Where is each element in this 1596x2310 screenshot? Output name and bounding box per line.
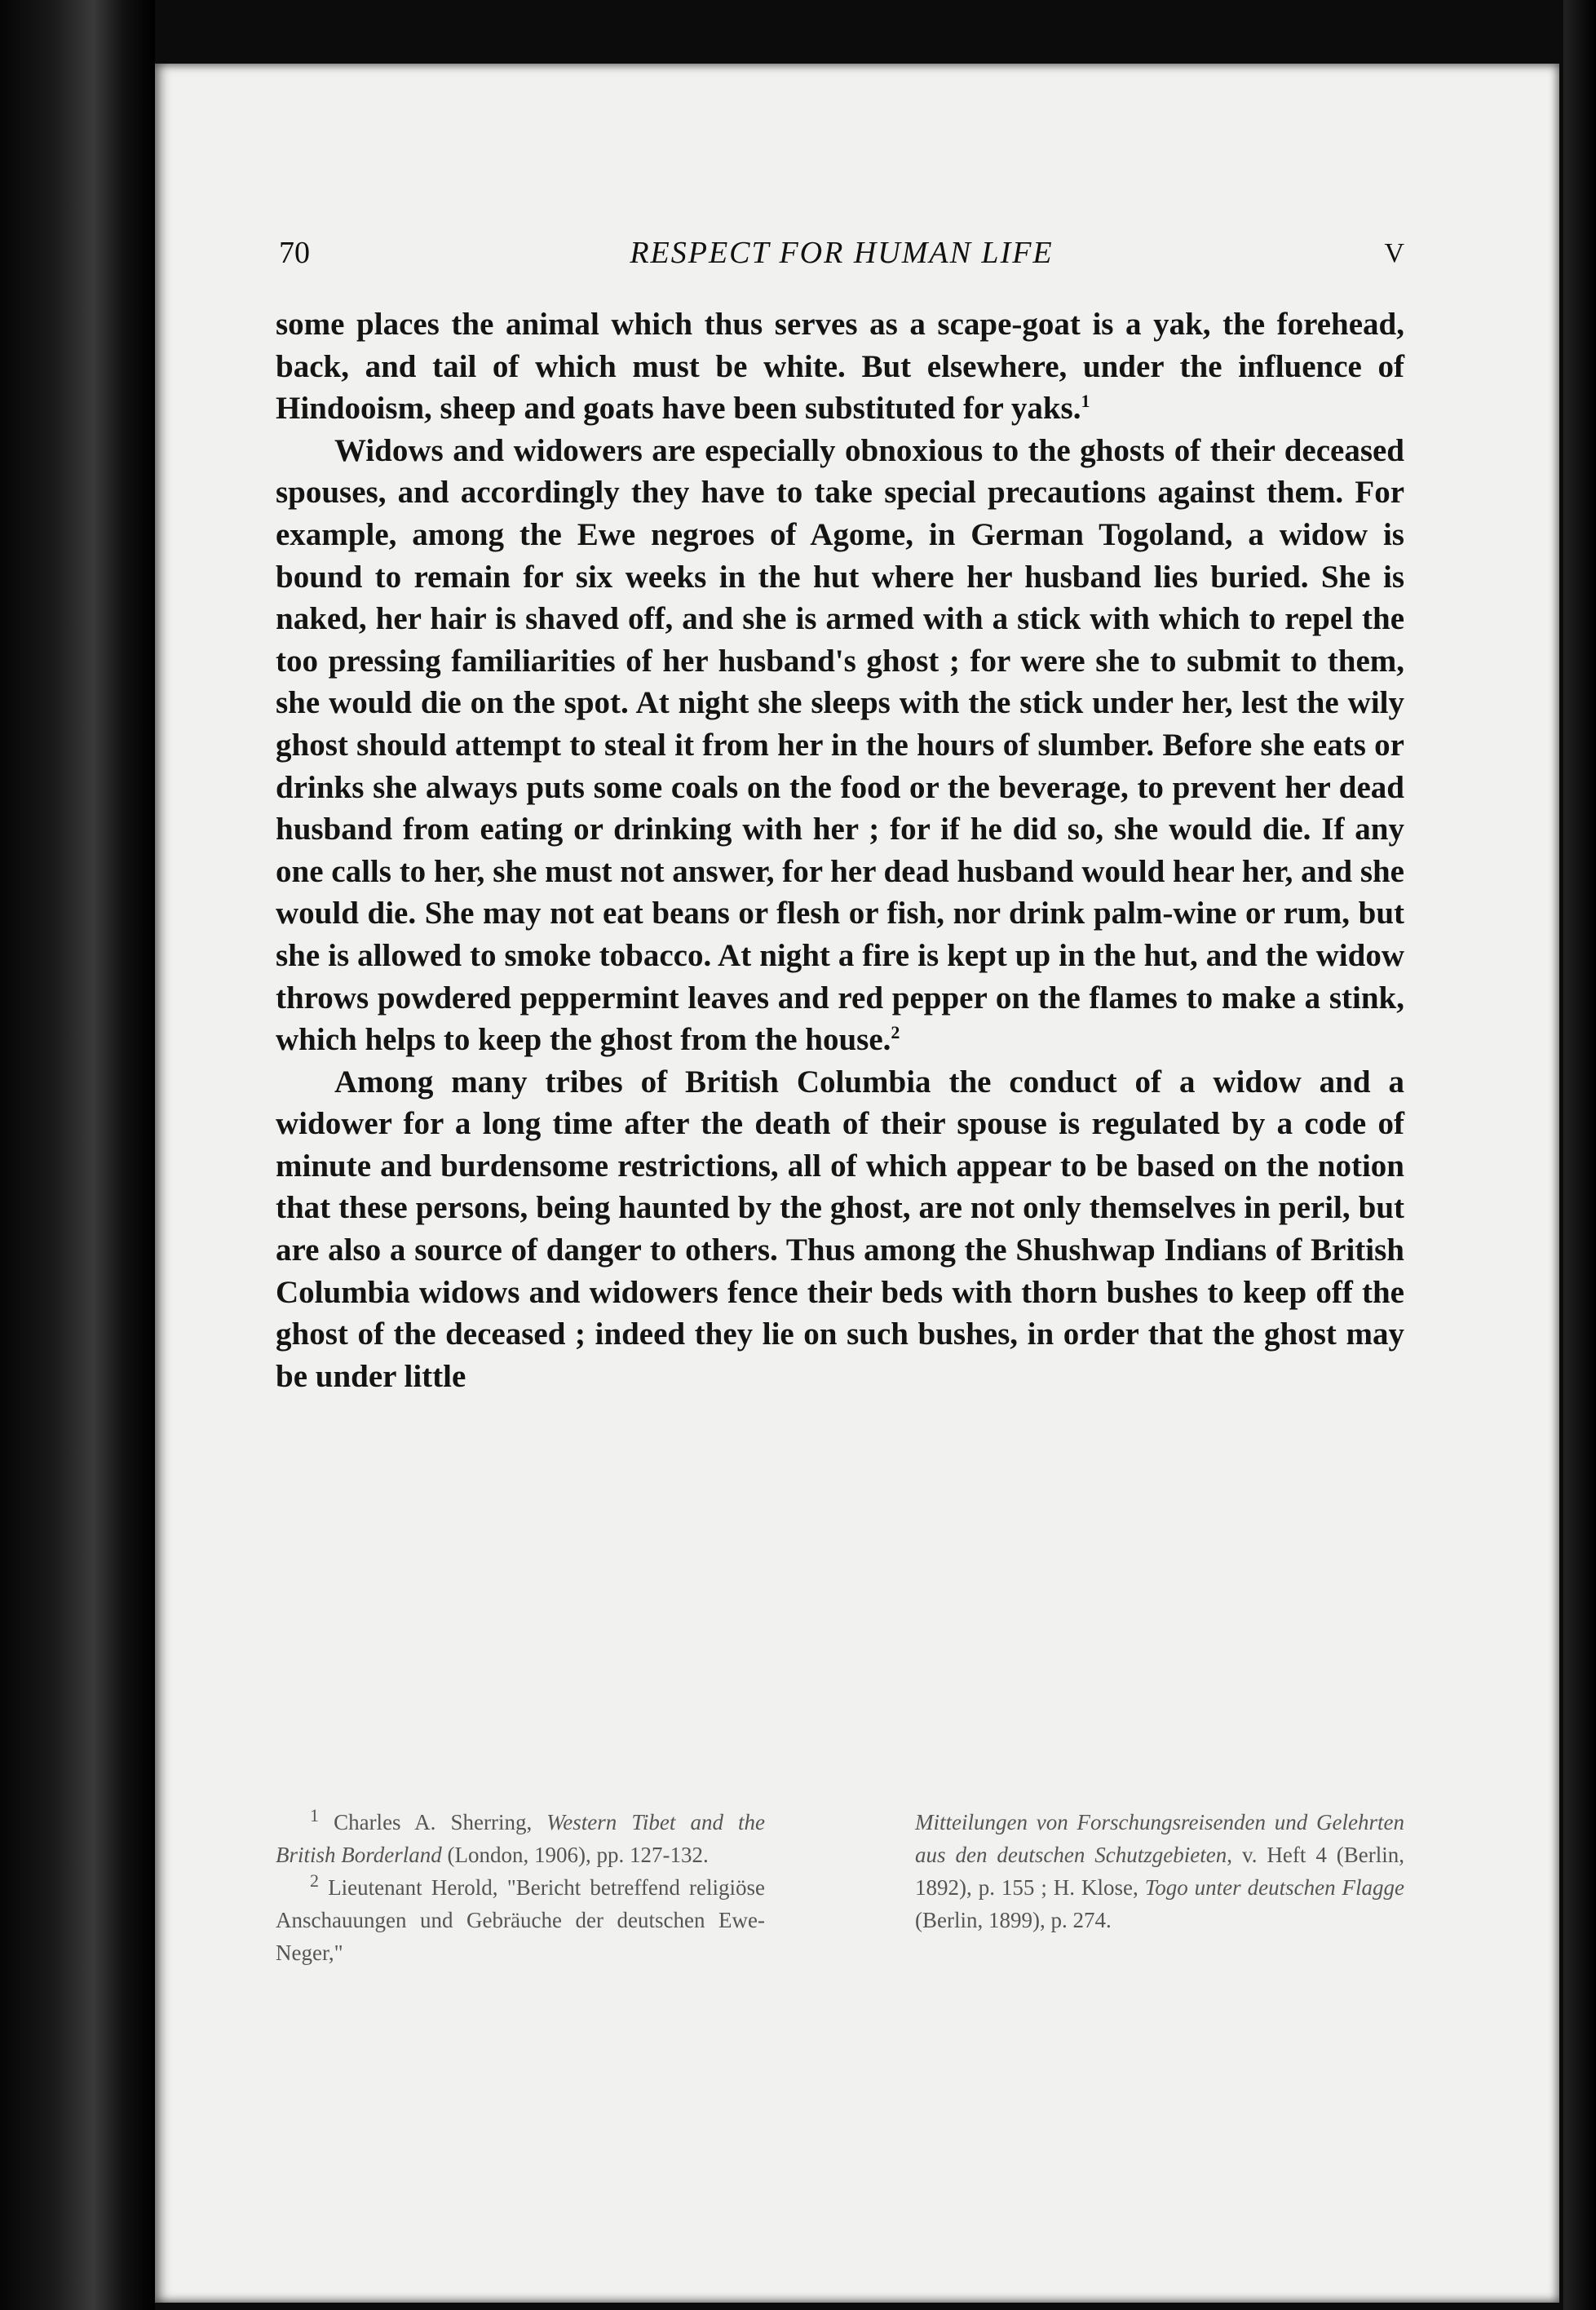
paragraph-2-text: Widows and widowers are especially obnoxious to the ghosts of their deceased spouses, and accordingly they have to take special precautions against them. For example, among the Ewe negroes of Agome, in German Togoland, a widow is bound to remain for six weeks in the hut where her husband lies buried. She is naked, her hair is shaved off, and she is armed with a stick with which to repel the too pressing familiarities of her husband's ghost ; for were she to submit to them, she would die on the spot. At night she sleeps with the stick under her, lest the wily ghost should attempt to steal it from her in the hours of slumber. Before she eats or drinks she always puts some coals on the food or the beverage, to prevent her dead husband from eating or drinking with her ; for if he did so, she would die. If any one calls to her, she must not answer, for her dead husband would hear her, and she would die. She may not eat beans or flesh or fish, nor drink palm-wine or rum, but she is allowed to smoke tobacco. At night a fire is kept up in the hut, and the widow throws powdered peppermint leaves and red pepper on the flames to make a stink, which helps to keep the ghost from the house. — [276, 432, 1404, 1058]
footnotes — [276, 1806, 1404, 1969]
footnote-2-journal: Mitteilungen von Forschungsreisenden und Gelehrten aus den deutschen Schutzgebieten — [915, 1810, 1404, 1867]
footnote-2-book-citation: (Berlin, 1899), p. 274. — [915, 1908, 1112, 1932]
footnote-column-left — [276, 1806, 765, 1969]
footnote-1-citation: (London, 1906), pp. 127-132. — [441, 1843, 709, 1867]
running-head: RESPECT FOR HUMAN LIFE — [630, 236, 1054, 270]
footnote-2-continued — [915, 1806, 1404, 1936]
footnote-2-author: Lieutenant Herold, "Bericht betreffend religiöse Anschauungen und Gebräuche der deutschen Ewe-Neger," — [276, 1875, 766, 1965]
paragraph-3 — [276, 1061, 1404, 1398]
page-number: 70 — [279, 236, 310, 270]
footnote-1-title: Western Tibet and the British Borderland — [276, 1810, 765, 1867]
footnote-2 — [276, 1871, 765, 1969]
body-text — [276, 303, 1404, 1397]
footnote-2-book-title: Togo unter deutschen Flagge — [1144, 1875, 1405, 1900]
scan-shadow-left — [0, 0, 155, 2310]
footnote-1-author: Charles A. Sherring, — [334, 1810, 547, 1834]
page-header — [279, 235, 1404, 276]
paragraph-2 — [276, 430, 1404, 1061]
footnote-1 — [276, 1806, 765, 1871]
paragraph-1-text: some places the animal which thus serves as a scape-goat is a yak, the forehead, back, and tail of which must be white. But elsewhere, under the influence of Hindooism, sheep and goats have been substituted for yaks. — [276, 307, 1404, 427]
footnote-ref-2: 2 — [891, 1022, 900, 1043]
section-number: V — [1384, 238, 1404, 268]
footnote-2-citation: , v. Heft 4 (Berlin, 1892), p. 155 ; H. Klose, — [915, 1843, 1404, 1900]
footnote-1-marker: 1 — [310, 1805, 319, 1825]
paragraph-1 — [276, 303, 1404, 430]
scan-shadow-right — [1563, 0, 1596, 2310]
paragraph-3-text: Among many tribes of British Columbia the conduct of a widow and a widower for a long time after the death of their spouse is regulated by a code of minute and burdensome restrictions, all of which appear to be based on the notion that these persons, being haunted by the ghost, are not only themselves in peril, but are also a source of danger to others. Thus among the Shushwap Indians of British Columbia widows and widowers fence their beds with thorn bushes to keep off the ghost of the deceased ; indeed they lie on such bushes, in order that the ghost may be under little — [276, 1064, 1404, 1394]
footnote-2-marker: 2 — [310, 1870, 319, 1891]
footnote-column-right — [915, 1806, 1404, 1969]
footnote-ref-1: 1 — [1081, 391, 1090, 412]
